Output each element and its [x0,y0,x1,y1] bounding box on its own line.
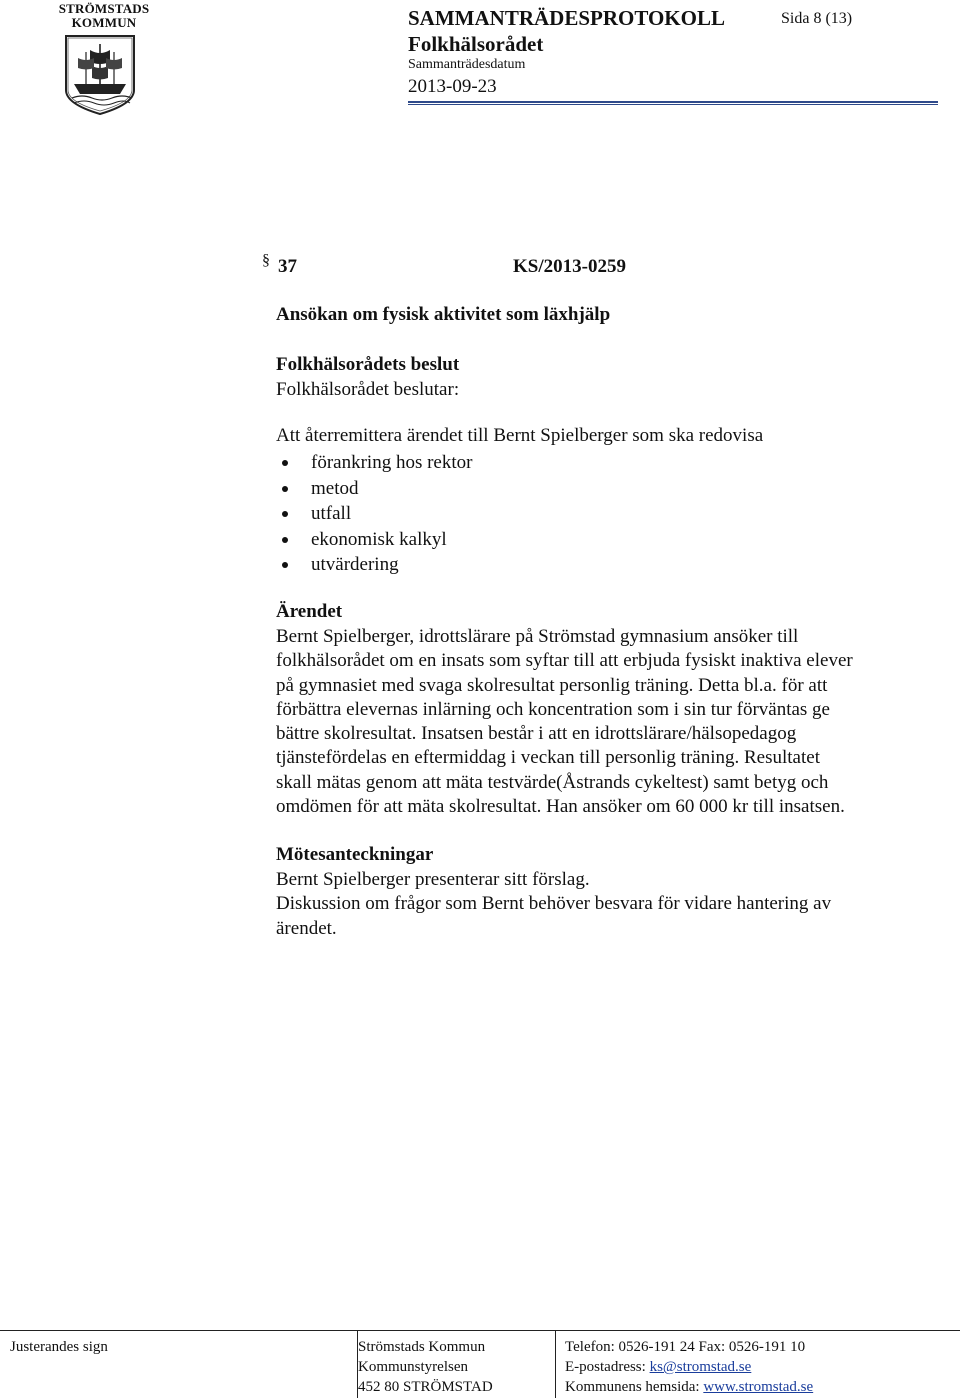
list-item-text: utfall [311,503,352,525]
decision-intro: Att återremittera ärendet till Bernt Spielberger som ska redovisa [276,425,764,446]
bullet-dot-icon [282,562,288,568]
bullet-dot-icon [282,537,288,543]
phone-fax: Telefon: 0526-191 24 Fax: 0526-191 10 [565,1339,806,1355]
matter-line: omdömen för att mäta skolresultat. Han ansöker om 60 000 kr till insatsen. [276,796,845,818]
bullet-dot-icon [282,460,288,466]
list-item-text: utvärdering [311,554,399,576]
matter-heading: Ärendet [276,601,343,622]
matter-line: på gymnasiet med svaga skolresultat personlig träning. Detta bl.a. för att [276,674,828,696]
list-item [276,476,472,502]
matter-body [276,625,926,819]
website-link[interactable]: www.stromstad.se [703,1379,814,1395]
matter-line: Bernt Spielberger, idrottslärare på Strömstad gymnasium ansöker till [276,626,799,647]
matter-line: bättre skolresultat. Insatsen består i att en idrottslärare/hälsopedagog [276,723,797,745]
address-line: Strömstads Kommun [358,1339,486,1355]
footer-address [358,1337,493,1397]
notes-line: Diskussion om frågor som Bernt behöver besvara för vidare hantering av [276,893,832,915]
matter-line: tjänstefördelas en eftermiddag i veckan till personlig träning. Resultatet [276,747,820,769]
meeting-date-label: Sammanträdesdatum [408,57,526,72]
web-row [565,1377,813,1397]
notes-heading: Mötesanteckningar [276,844,434,865]
email-link[interactable]: ks@stromstad.se [649,1359,752,1375]
matter-line: förbättra elevernas inlärning och koncentration som i sin tur förväntas ge [276,698,830,720]
decision-heading: Folkhälsorådets beslut [276,354,460,375]
footer-contact [565,1337,813,1397]
list-item-text: ekonomisk kalkyl [311,528,447,550]
header-divider-thin [408,104,938,105]
decision-bullet-list [276,450,472,578]
matter-line: skall mätas genom att mäta testvärde(Åstrands cykeltest) samt betyg och [276,771,829,793]
email-row [565,1357,813,1377]
ship-crest-icon [62,34,138,116]
organ-name: Folkhälsorådet [408,32,544,56]
decision-subheading: Folkhälsorådet beslutar: [276,379,460,400]
bullet-dot-icon [282,486,288,492]
notes-line: Bernt Spielberger presenterar sitt förslag. [276,869,590,890]
address-line: 452 80 STRÖMSTAD [358,1379,493,1395]
bullet-dot-icon [282,511,288,517]
footer-divider [0,1330,960,1331]
item-number: 37 [278,256,297,277]
header-divider [408,101,938,103]
section-mark: § [262,252,270,269]
notes-body [276,868,831,941]
municipality-name [58,2,150,30]
case-number: KS/2013-0259 [513,256,626,277]
list-item [276,450,472,476]
municipality-name-line2: KOMMUN [71,15,137,30]
web-label: Kommunens hemsida: [565,1379,704,1395]
notes-line: ärendet. [276,917,337,939]
list-item [276,552,472,578]
list-item-text: förankring hos rektor [311,452,473,473]
list-item-text: metod [311,477,359,499]
matter-line: folkhälsorådet om en insats som syftar till att erbjuda fysiskt inaktiva elever [276,650,853,672]
list-item [276,527,472,553]
page-number: Sida 8 (13) [781,10,853,27]
footer-column-divider [555,1330,556,1398]
municipality-name-line1: STRÖMSTADS [58,1,150,16]
email-label: E-postadress: [565,1359,650,1375]
signature-label: Justerandes sign [10,1339,108,1355]
item-title: Ansökan om fysisk aktivitet som läxhjälp [276,304,611,325]
meeting-date: 2013-09-23 [408,76,497,97]
list-item [276,501,472,527]
address-line: Kommunstyrelsen [358,1359,468,1375]
document-title: SAMMANTRÄDESPROTOKOLL [408,6,725,30]
